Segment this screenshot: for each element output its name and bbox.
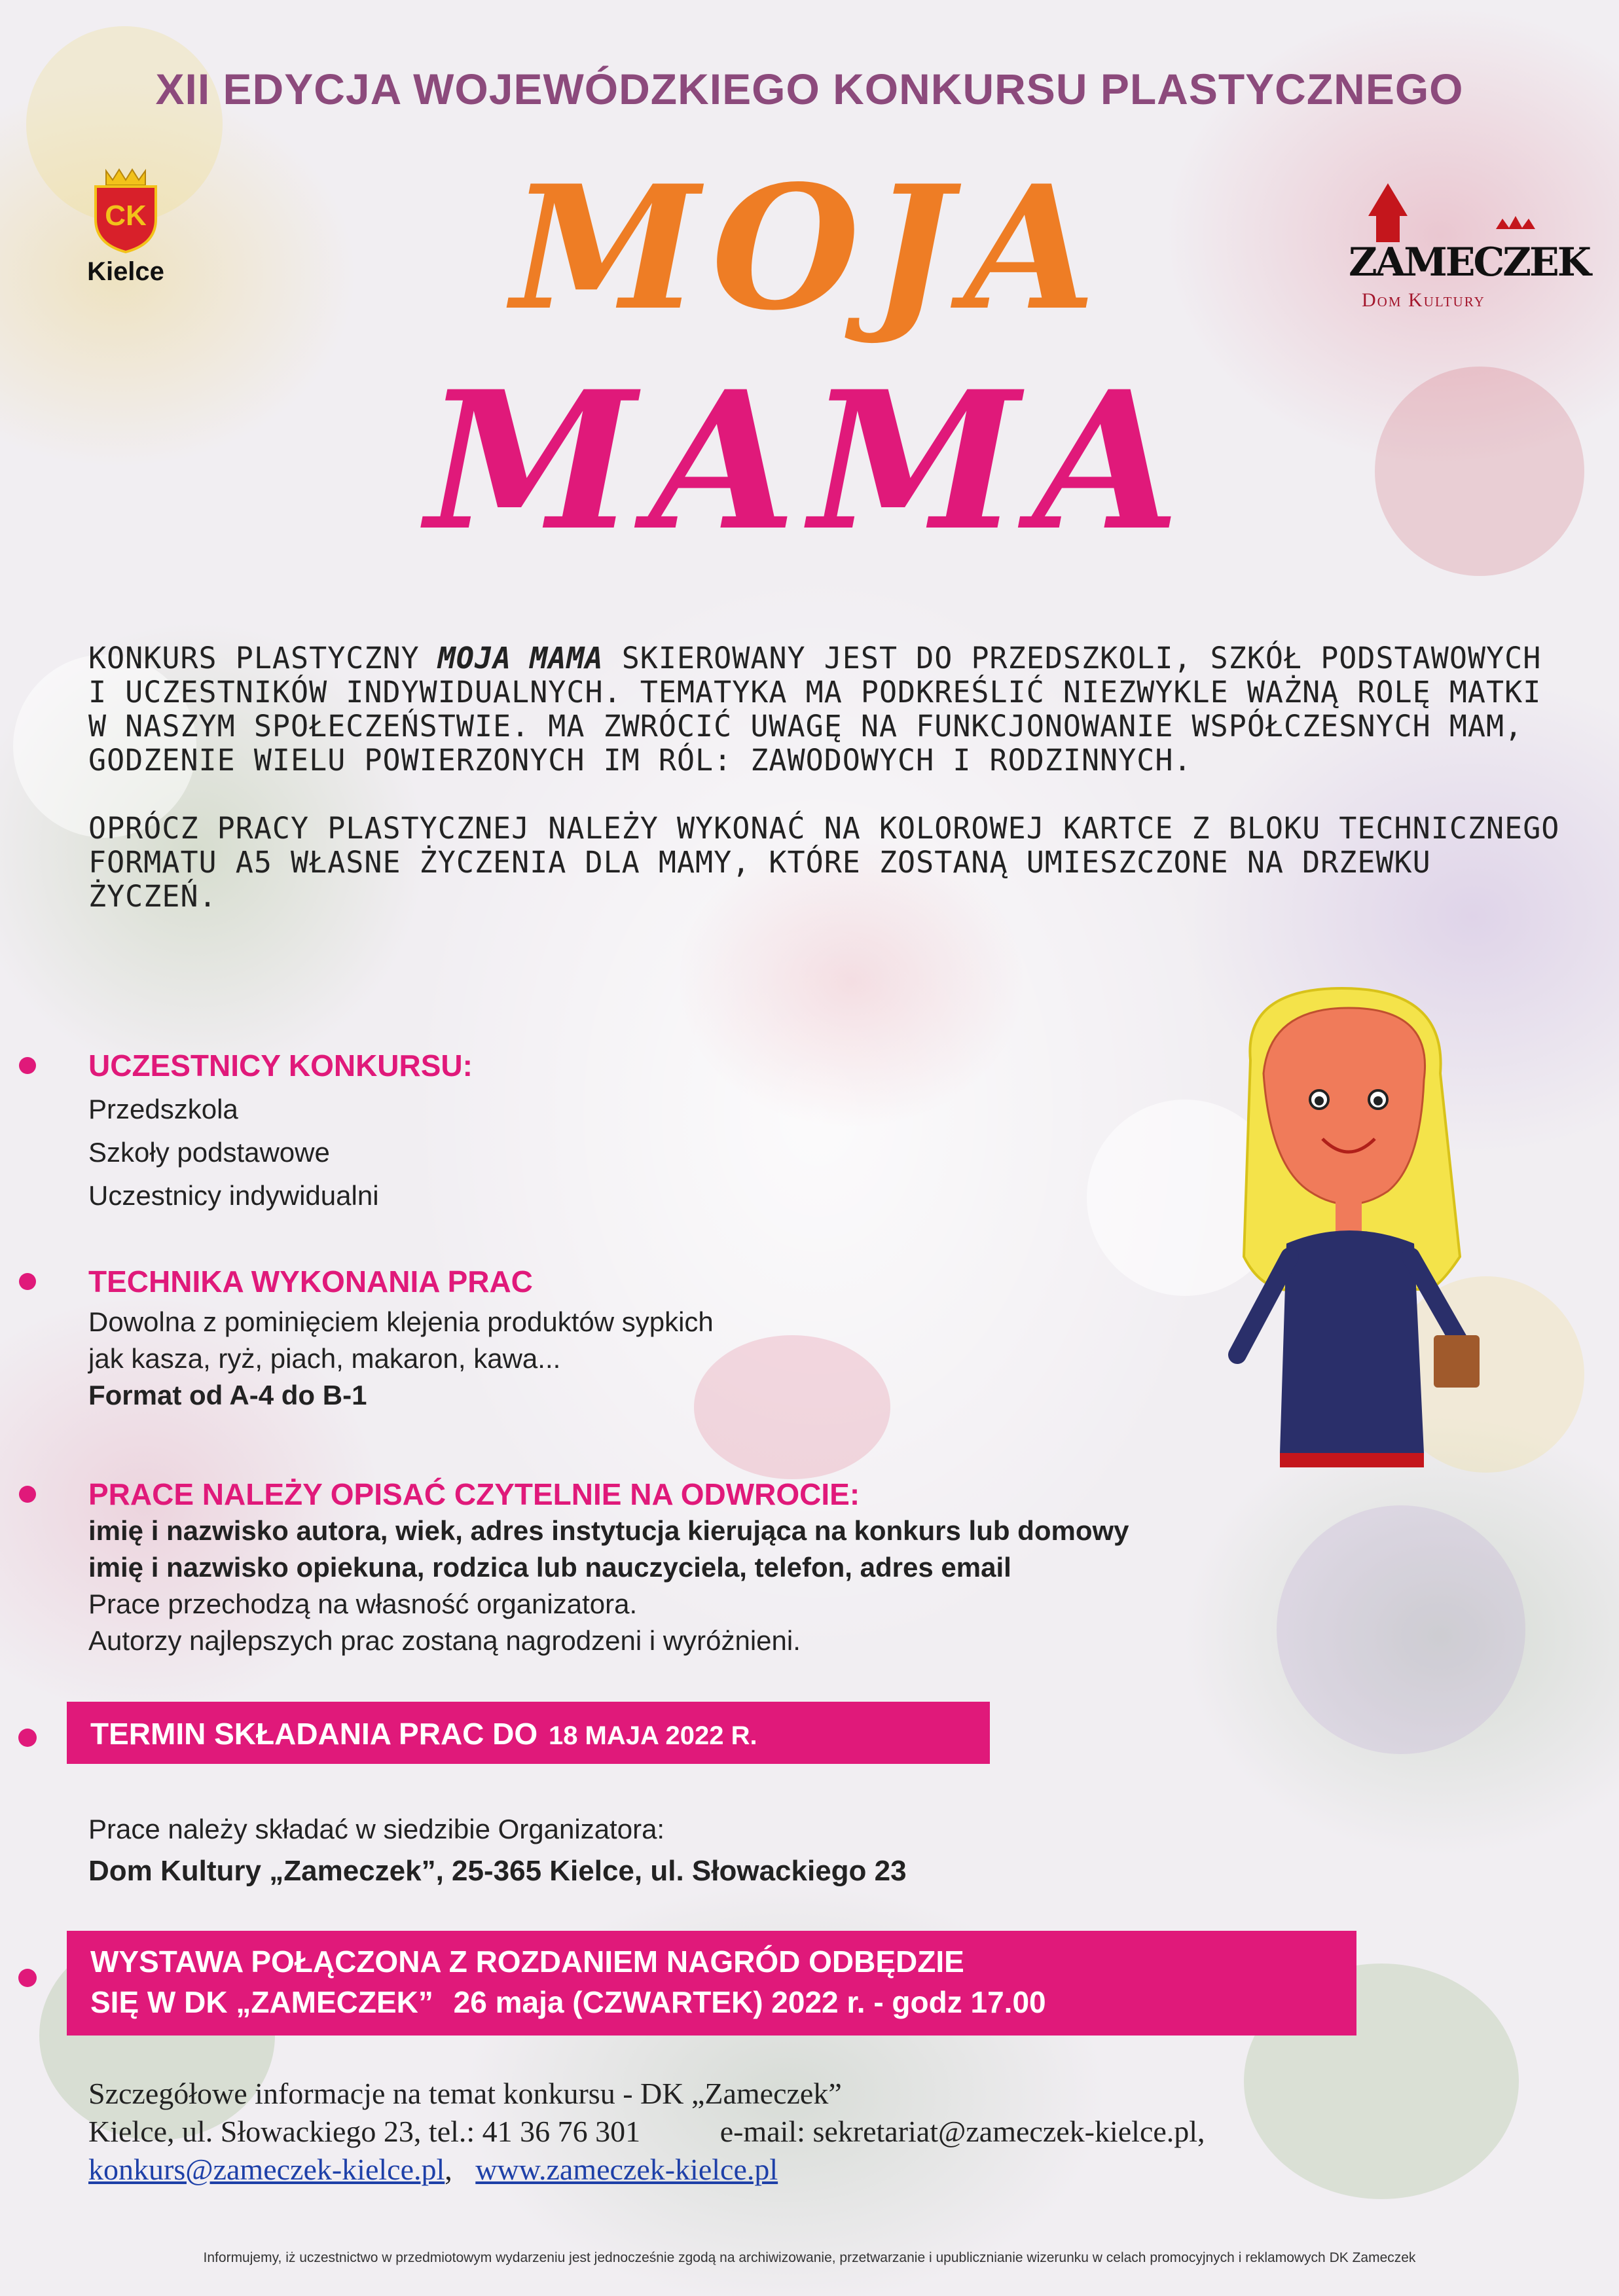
- zameczek-logo-name: ZAMECZEK: [1349, 240, 1590, 285]
- exhibition-line-1: WYSTAWA POŁĄCZONA Z ROZDANIEM NAGRÓD ODBĘDZIE: [90, 1945, 964, 1979]
- contact-section: [88, 2075, 1205, 2189]
- exhibition-line-2b: 26 maja (CZWARTEK) 2022 r. - godz 17.00: [453, 1985, 1046, 2019]
- bullet-icon: [19, 1273, 36, 1290]
- contact-email-label: e-mail: sekretariat@zameczek-kielce.pl,: [719, 2115, 1205, 2148]
- technique-format: Format od A-4 do B-1: [88, 1380, 367, 1410]
- technique-section: [88, 1263, 714, 1414]
- title-mama: MAMA: [426, 350, 1193, 573]
- description-body: [88, 1513, 1129, 1659]
- zameczek-logo-subtitle: Dom Kultury: [1362, 289, 1485, 311]
- deadline-bar: [67, 1702, 990, 1764]
- submission-line-1: Prace należy składać w siedzibie Organizatora:: [88, 1814, 665, 1844]
- list-item: Szkoły podstawowe: [88, 1137, 330, 1168]
- edition-heading: XII EDYCJA WOJEWÓDZKIEGO KONKURSU PLASTYCZNEGO: [155, 65, 1464, 113]
- bullet-icon: [18, 1969, 37, 1987]
- contact-address: Kielce, ul. Słowackiego 23, tel.: 41 36 76 301: [88, 2115, 641, 2148]
- description-line-3: Prace przechodzą na własność organizatora.: [88, 1588, 638, 1619]
- list-item: Uczestnicy indywidualni: [88, 1180, 379, 1211]
- technique-line-2: jak kasza, ryż, piach, makaron, kawa...: [88, 1343, 561, 1374]
- kielce-logo-initials: CK: [105, 200, 147, 232]
- deadline-date: 18 MAJA 2022 R.: [548, 1721, 757, 1750]
- description-line-4: Autorzy najlepszych prac zostaną nagrodzeni i wyróżnieni.: [88, 1625, 801, 1656]
- intro-p1-start: KONKURS PLASTYCZNY: [88, 641, 420, 675]
- submission-line-2: Dom Kultury „Zameczek”, 25-365 Kielce, ul. Słowackiego 23: [88, 1855, 907, 1887]
- description-line-2: imię i nazwisko opiekuna, rodzica lub nauczyciela, telefon, adres email: [88, 1552, 1011, 1583]
- intro-paragraph-2: OPRÓCZ PRACY PLASTYCZNEJ NALEŻY WYKONAĆ NA KOLOROWEJ KARTCE Z BLOKU TECHNICZNEGO FORMATU A5 WŁASNE ŻYCZENIA DLA MAMY, KTÓRE ZOSTANĄ UMIESZCZONE NA DRZEWKU ŻYCZEŃ.: [88, 811, 1560, 914]
- participants-list: [88, 1088, 473, 1217]
- description-line-1: imię i nazwisko autora, wiek, adres instytucja kierująca na konkurs lub domowy: [88, 1515, 1129, 1546]
- exhibition-line-2a: SIĘ W DK „ZAMECZEK”: [90, 1985, 433, 2019]
- technique-line-1: Dowolna z pominięciem klejenia produktów sypkich: [88, 1306, 714, 1337]
- kielce-logo-city: Kielce: [87, 257, 164, 286]
- participants-title: UCZESTNICY KONKURSU:: [88, 1049, 473, 1083]
- website-link[interactable]: www.zameczek-kielce.pl: [475, 2153, 778, 2186]
- title-moja: MOJA: [511, 149, 1108, 348]
- participants-section: [88, 1047, 473, 1217]
- deadline-label: TERMIN SKŁADANIA PRAC DO: [90, 1717, 538, 1751]
- exhibition-bar: [67, 1931, 1356, 2036]
- description-section: [88, 1476, 1129, 1659]
- description-title: PRACE NALEŻY OPISAĆ CZYTELNIE NA ODWROCIE:: [88, 1477, 860, 1511]
- technique-body: [88, 1304, 714, 1414]
- bullet-icon: [19, 1057, 36, 1074]
- submission-section: [88, 1811, 907, 1890]
- intro-text: [88, 641, 1568, 914]
- intro-p1-rest: SKIEROWANY JEST DO PRZEDSZKOLI, SZKÓŁ PODSTAWOWYCH I UCZESTNIKÓW INDYWIDUALNYCH. TEMATYKA MA PODKREŚLIĆ NIEZWYKLE WAŻNĄ ROLĘ MATKI W NASZYM SPOŁECZEŃSTWIE. MA ZWRÓCIĆ UWAGĘ NA FUNKCJONOWANIE WSPÓŁCZESNYCH MAM, GODZENIE WIELU POWIERZONYCH IM RÓL: ZAWODOWYCH I RODZINNYCH.: [88, 641, 1542, 778]
- footer-disclaimer: Informujemy, iż uczestnictwo w przedmiotowym wydarzeniu jest jednocześnie zgodą na archiwizowanie, przetwarzanie i upublicznianie wizerunku w celach promocyjnych i reklamowych DK Zameczek: [203, 2250, 1416, 2265]
- intro-paragraph-1: [88, 641, 1568, 778]
- contact-line-1: Szczegółowe informacje na temat konkursu - DK „Zameczek”: [88, 2077, 842, 2110]
- bullet-icon: [19, 1486, 36, 1503]
- list-item: Przedszkola: [88, 1094, 238, 1124]
- bullet-icon: [18, 1729, 37, 1747]
- intro-p1-emphasis: MOJA MAMA: [437, 641, 604, 675]
- contact-separator: ,: [445, 2153, 452, 2186]
- child-drawing-of-mother: [1224, 982, 1506, 1505]
- contact-email-link[interactable]: konkurs@zameczek-kielce.pl: [88, 2153, 445, 2186]
- technique-title: TECHNIKA WYKONANIA PRAC: [88, 1265, 533, 1299]
